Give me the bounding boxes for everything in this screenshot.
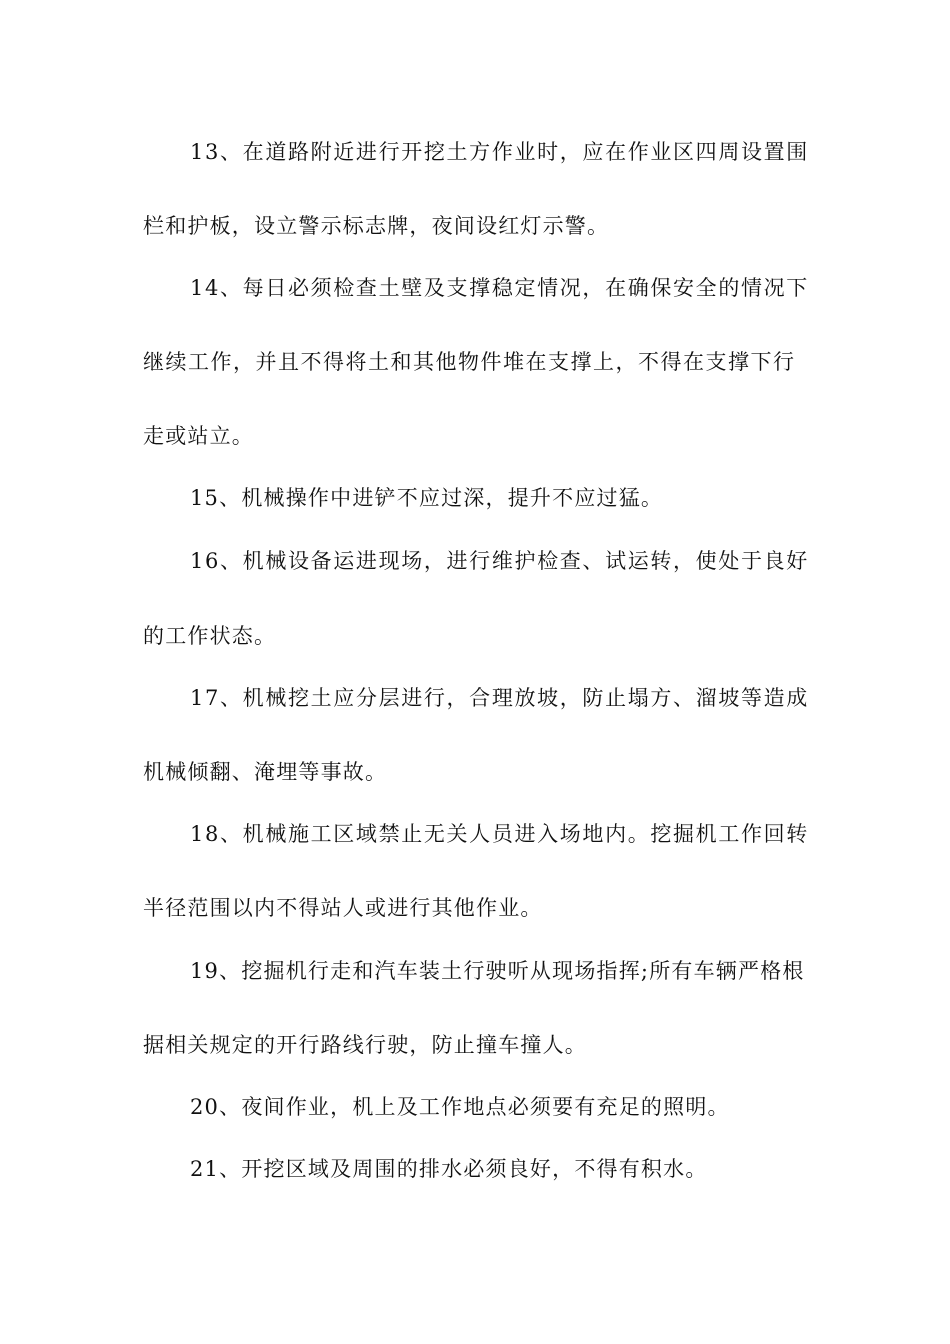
item-19-line-2: 据相关规定的开行路线行驶，防止撞车撞人。	[143, 1033, 587, 1057]
item-14-line-2: 继续工作，并且不得将土和其他物件堆在支撑上，不得在支撑下行	[143, 350, 796, 374]
item-16-line-1: 16、机械设备运进现场，进行维护检查、试运转，使处于良好	[190, 549, 809, 573]
item-20-line-1: 20、夜间作业，机上及工作地点必须要有充足的照明。	[190, 1095, 730, 1119]
item-18-line-1: 18、机械施工区域禁止无关人员进入场地内。挖掘机工作回转	[190, 822, 809, 846]
item-14-line-1: 14、每日必须检查土壁及支撑稳定情况，在确保安全的情况下	[190, 276, 809, 300]
item-17-line-2: 机械倾翻、淹埋等事故。	[143, 760, 388, 784]
item-14-line-3: 走或站立。	[143, 424, 254, 448]
item-21-line-1: 21、开挖区域及周围的排水必须良好，不得有积水。	[190, 1157, 708, 1181]
item-18-line-2: 半径范围以内不得站人或进行其他作业。	[143, 896, 543, 920]
item-15-line-1: 15、机械操作中进铲不应过深，提升不应过猛。	[190, 486, 664, 510]
item-13-line-1: 13、在道路附近进行开挖土方作业时，应在作业区四周设置围	[190, 140, 809, 164]
item-19-line-1: 19、挖掘机行走和汽车装土行驶听从现场指挥;所有车辆严格根	[190, 959, 805, 983]
item-17-line-1: 17、机械挖土应分层进行，合理放坡，防止塌方、溜坡等造成	[190, 686, 809, 710]
item-13-line-2: 栏和护板，设立警示标志牌，夜间设红灯示警。	[143, 214, 610, 238]
item-16-line-2: 的工作状态。	[143, 624, 277, 648]
